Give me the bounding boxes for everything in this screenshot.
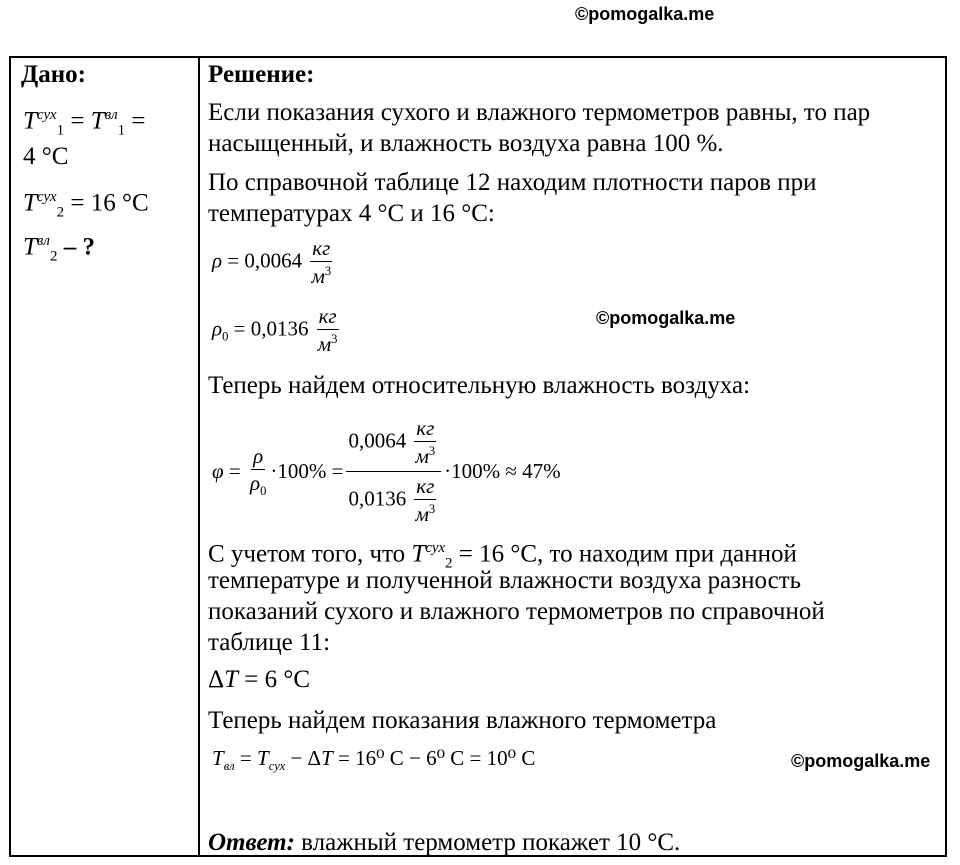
given-equal-temps-value: 4 °C [23, 143, 69, 170]
paragraph-5: Теперь найдем показания влажного термометра [208, 707, 717, 734]
paragraph-1-line-1: Если показания сухого и влажного термометров равны, то пар [208, 99, 871, 126]
solution-column [200, 58, 945, 855]
paragraph-4-line-1: С учетом того, что $T^{сух}_2 = 16$ °C, то находим при данной [208, 540, 797, 572]
unit-fraction: $\frac{кг}{м^3}$ [311, 236, 332, 288]
unit-fraction: $\frac{кг}{м^3}$ [317, 304, 338, 356]
paragraph-2-line-2: температурах 4 °C и 16 °C: [208, 200, 495, 227]
given-equal-temps: $T^{сух}_1 = T^{вл}_1$ = [23, 107, 146, 139]
watermark-bottom: ©pomogalka.me [791, 751, 931, 771]
given-heading: Дано: [21, 61, 86, 88]
paragraph-4-line-3: показаний сухого и влажного термометров по справочной [208, 598, 825, 625]
watermark-middle: ©pomogalka.me [596, 308, 736, 328]
rho-formula: ρ = 0,0064 $\frac{кг}{м^3}$ [212, 236, 332, 288]
answer-line: Ответ: влажный термометр покажет 10 °C. [208, 829, 681, 856]
paragraph-3: Теперь найдем относительную влажность воздуха: [208, 372, 751, 399]
phi-formula: φ = $\frac{\rho}{\rho_0}$ ·100% = 0,0064 $\frac{кг}{м^3}$ 0,0136 $\frac{кг}{м^3}$ ·100% ≈ 47% [212, 416, 561, 526]
delta-t-value: ΔT = 6 °C [208, 666, 311, 693]
density-ratio-fraction: 0,0064 $\frac{кг}{м^3}$ 0,0136 $\frac{кг}{м^3}$ [346, 418, 441, 525]
solution-table [9, 56, 947, 857]
given-dry-temp: $T^{сух}_2 = 16$ °C [23, 189, 149, 221]
paragraph-4-line-4: таблице 11: [208, 629, 331, 656]
solution-heading: Решение: [208, 61, 315, 88]
watermark-top: ©pomogalka.me [575, 4, 715, 24]
final-formula: $T_{вл} = T_{сух} - \Delta T = 16^0$ C − 6⁰ C = 10⁰ C [212, 746, 536, 774]
paragraph-1-line-2: насыщенный, и влажность воздуха равна 100 %. [208, 130, 724, 157]
given-column [11, 58, 198, 855]
paragraph-4-line-2: температуре и полученной влажности воздуха разность [208, 567, 802, 594]
rho0-formula: $\rho_0 = 0,0136$ $\frac{кг}{м^3}$ [212, 304, 338, 356]
paragraph-2-line-1: По справочной таблице 12 находим плотности паров при [208, 169, 817, 196]
given-unknown: $T^{вл}_2$ – ? [23, 233, 95, 265]
rho-ratio-fraction: $\frac{\rho}{\rho_0}$ [249, 443, 267, 498]
